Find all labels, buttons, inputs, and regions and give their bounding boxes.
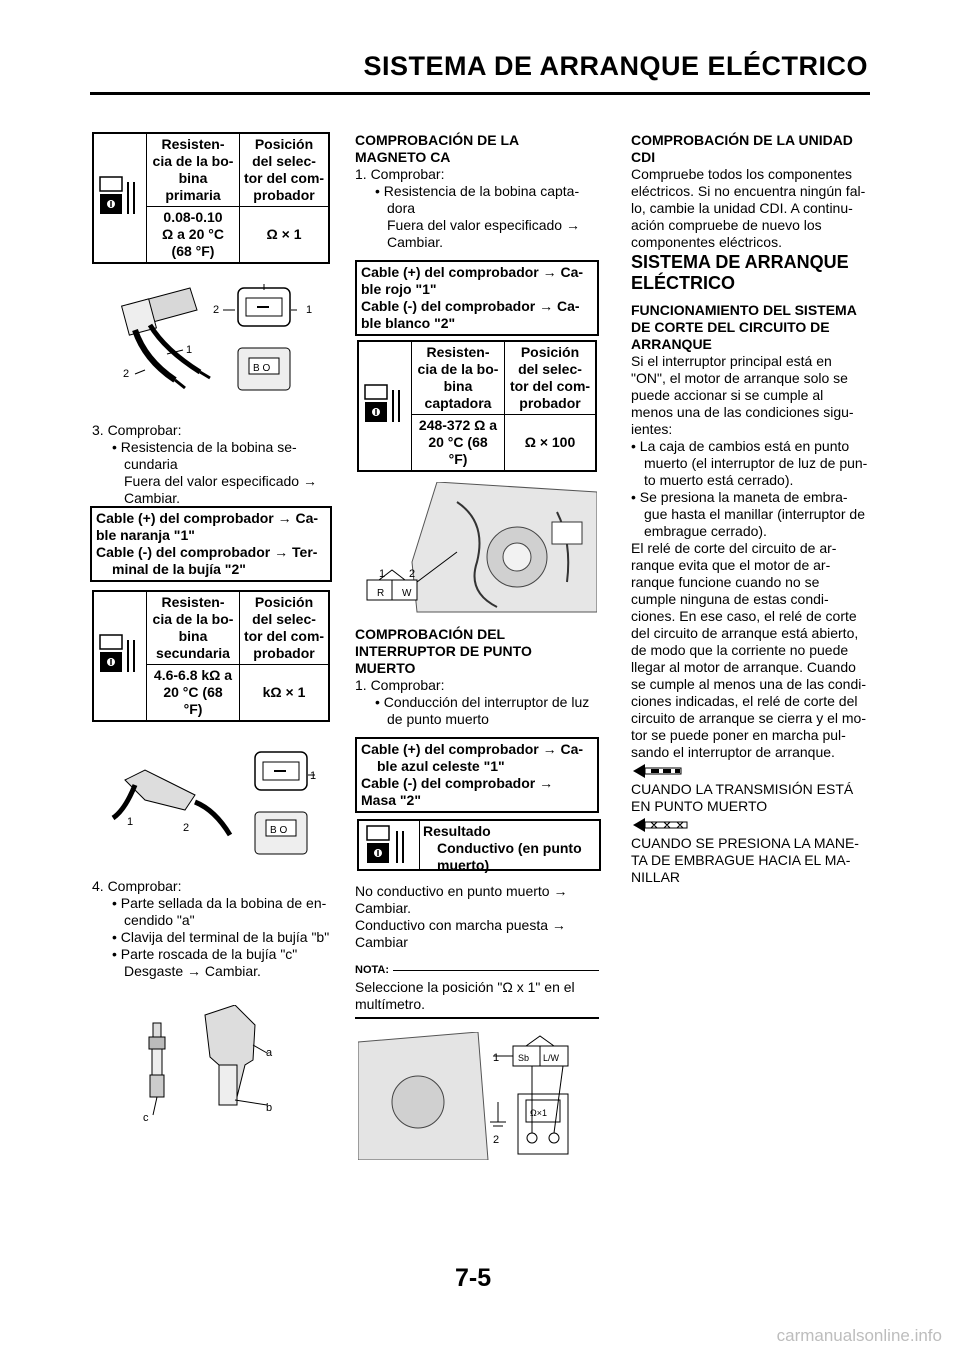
legend-text: TA DE EMBRAGUE HACIA EL MA- — [631, 852, 851, 868]
callout-b: b — [266, 1102, 273, 1114]
text-line: Compruebe todos los componentes — [631, 166, 853, 182]
section-heading: ARRANQUE — [631, 336, 712, 352]
section-heading: MAGNETO CA — [355, 149, 451, 165]
note-end-rule — [355, 1017, 599, 1019]
table-header-resistance: Resisten- cia de la bo- bina secundaria — [147, 591, 240, 665]
step-bullet-cont: de punto muerto — [387, 711, 489, 727]
multimeter-icon — [93, 133, 147, 263]
box-line: Cable (-) del comprobador → Ca- — [361, 298, 580, 314]
tester-box-skyblue — [355, 737, 599, 813]
note-rule — [393, 970, 599, 971]
bullet-cont: to muerto está cerrado). — [644, 472, 794, 488]
callout-1: 1 — [310, 770, 317, 782]
step-1-title: 1. Comprobar: — [355, 166, 445, 182]
tester-box-red-white — [355, 260, 599, 336]
step-3-title: 3. Comprobar: — [92, 422, 182, 438]
result-label: Resultado — [423, 823, 491, 839]
text-line: El relé de corte del circuito de ar- — [631, 540, 837, 556]
box-line: Cable (+) del comprobador → Ca- — [361, 264, 584, 280]
callout-2: 2 — [213, 304, 220, 316]
text-line: puede accionar si se cumple al — [631, 387, 824, 403]
spec-table-primary — [92, 132, 330, 264]
bullet-cont: embrague cerrado). — [644, 523, 767, 539]
result-box — [357, 819, 601, 871]
section-heading: DE CORTE DEL CIRCUITO DE — [631, 319, 830, 335]
legend-line-dash-icon — [631, 761, 879, 781]
callout-1: 1 — [493, 1052, 500, 1064]
box-line: Cable (-) del comprobador → — [361, 775, 554, 791]
step-4-bullet: • Clavija del terminal de la bujía "b" — [112, 929, 330, 945]
wire-label-w: W — [402, 588, 412, 599]
box-line: ble azul celeste "1" — [377, 758, 505, 774]
result-value: Conductivo (en punto — [437, 840, 582, 856]
text-line: ientes: — [631, 421, 673, 437]
text-line: cumple ninguna de estas condi- — [631, 591, 829, 607]
text-line: lo, cambie la unidad CDI. A continu- — [631, 200, 853, 216]
legend-line-x-icon — [631, 815, 879, 835]
chapter-heading: ELÉCTRICO — [631, 273, 736, 293]
section-heading: COMPROBACIÓN DE LA — [355, 132, 520, 148]
box-line: Cable (+) del comprobador → Ca- — [361, 741, 584, 757]
table-header-selector: Posición del selec- tor del com- probador — [240, 591, 330, 665]
step-4-bullet: • Parte sellada da la bobina de en- — [112, 895, 327, 911]
text-line: componentes eléctricos. — [631, 234, 782, 250]
callout-a: a — [266, 1047, 273, 1059]
chapter-heading: SISTEMA DE ARRANQUE — [631, 252, 849, 272]
step-bullet: • Conducción del interruptor de luz — [375, 694, 590, 710]
multimeter-icon — [359, 821, 420, 869]
step-3-fail: Fuera del valor especificado → — [124, 473, 317, 489]
section-heading: CDI — [631, 149, 656, 165]
result-value-cont: muerto) — [437, 857, 490, 873]
box-line: ble naranja "1" — [96, 527, 195, 543]
text-line: sando el interruptor de arranque. — [631, 744, 835, 760]
wire-label-lw: L/W — [543, 1053, 560, 1063]
callout-2: 2 — [493, 1134, 500, 1146]
box-line: Cable (-) del comprobador → Ter- — [96, 544, 318, 560]
spec-table-pickup-wrap — [357, 340, 597, 472]
step-3 — [92, 422, 332, 507]
bullet: • La caja de cambios está en punto — [631, 438, 850, 454]
section-heading: COMPROBACIÓN DE LA UNIDAD — [631, 132, 853, 148]
text-line: Si el interruptor principal está en — [631, 353, 832, 369]
text-line: ranque funcione cuando no se — [631, 574, 820, 590]
step-4-title: 4. Comprobar: — [92, 878, 182, 894]
text-line: eléctricos. Si no encuentra ningún fal- — [631, 183, 866, 199]
box-line: Cable (+) del comprobador → Ca- — [96, 510, 319, 526]
step-4-fail: Desgaste → Cambiar. — [124, 963, 261, 979]
step-4-bullet-cont: cendido "a" — [124, 912, 195, 928]
text-line: ciones. En ese caso, el relé de corte — [631, 608, 857, 624]
step-1-fail2: Cambiar. — [387, 234, 444, 250]
text-line: llegar al motor de arranque. Cuando — [631, 659, 856, 675]
callout-2: 2 — [409, 568, 416, 580]
note-text: Seleccione la posición "Ω x 1" en el — [355, 979, 575, 995]
wire-label-r: R — [377, 588, 385, 599]
note-label: NOTA: — [355, 964, 390, 976]
wire-label-sb: Sb — [518, 1053, 530, 1063]
step-3-fail2: Cambiar. — [124, 490, 181, 506]
text-line: Conductivo con marcha puesta → — [355, 917, 566, 933]
title-rule — [90, 92, 870, 95]
bullet-cont: muerto (el interruptor de luz de pun- — [644, 455, 868, 471]
text-line: tor se puede poner en marcha pul- — [631, 727, 846, 743]
connector-label-bo: B O — [253, 363, 271, 374]
figure-magneto-engine — [357, 482, 597, 617]
neutral-result-text — [355, 883, 601, 951]
note — [355, 962, 599, 1019]
table-value-resistance: 248-372 Ω a 20 °C (68 °F) — [412, 415, 505, 472]
table-header-selector: Posición del selec- tor del com- probador — [240, 133, 330, 207]
figure-primary-coil — [105, 280, 325, 402]
callout-2: 2 — [183, 822, 190, 834]
text-line: se cumple al menos una de las condi- — [631, 676, 867, 692]
table-header-selector: Posición del selec- tor del com- probador — [505, 341, 597, 415]
text-line: No conductivo en punto muerto → — [355, 883, 568, 899]
table-value-selector: Ω × 1 — [240, 207, 330, 264]
watermark: carmanualsonline.info — [776, 1326, 942, 1345]
callout-1b: 1 — [127, 816, 134, 828]
connector-label-bo: B O — [270, 825, 288, 836]
figure-spark-plug — [135, 1005, 285, 1130]
callout-1: 1 — [306, 304, 313, 316]
spec-table-secondary-wrap — [92, 590, 330, 722]
step-1-cont: dora — [387, 200, 416, 216]
column-1 — [92, 132, 330, 264]
neutral-switch-section — [355, 626, 601, 728]
figure-secondary-coil — [105, 740, 325, 860]
step-3-cont: cundaria — [124, 456, 178, 472]
section-heading: MUERTO — [355, 660, 416, 676]
section-heading: FUNCIONAMIENTO DEL SISTEMA — [631, 302, 857, 318]
multimeter-icon — [358, 341, 412, 471]
meter-range-label: Ω×1 — [530, 1108, 547, 1118]
column-2 — [355, 132, 599, 251]
box-line: Masa "2" — [361, 792, 421, 808]
note-text: multímetro. — [355, 996, 426, 1012]
spec-table-secondary — [92, 590, 330, 722]
callout-2b: 2 — [123, 368, 130, 380]
text-line: ranque evita que el motor de ar- — [631, 557, 831, 573]
step-title: 1. Comprobar: — [355, 677, 445, 693]
text-line: menos una de las condiciones sigu- — [631, 404, 854, 420]
text-line: Cambiar — [355, 934, 408, 950]
callout-1: 1 — [379, 568, 386, 580]
section-heading: COMPROBACIÓN DEL — [355, 626, 506, 642]
text-line: de modo que la corriente no puede — [631, 642, 849, 658]
text-line: Cambiar. — [355, 900, 412, 916]
column-3 — [631, 132, 879, 886]
table-value-resistance: 4.6-6.8 kΩ a 20 °C (68 °F) — [147, 665, 240, 722]
step-4 — [92, 878, 336, 980]
step-4-bullet: • Parte roscada de la bujía "c" — [112, 946, 298, 962]
step-1-fail: Fuera del valor especificado → — [387, 217, 580, 233]
callout-c: c — [143, 1112, 149, 1124]
figure-neutral-switch — [358, 1032, 578, 1160]
legend-text: CUANDO LA TRANSMISIÓN ESTÁ — [631, 781, 854, 797]
box-line: ble blanco "2" — [361, 315, 456, 331]
text-line: del circuito de arranque está abierto, — [631, 625, 859, 641]
multimeter-icon — [93, 591, 147, 721]
bullet: • Se presiona la maneta de embra- — [631, 489, 848, 505]
text-line: ciones indicadas, el relé de corte del — [631, 693, 858, 709]
step-1-bullet: • Resistencia de la bobina capta- — [375, 183, 580, 199]
legend-text: EN PUNTO MUERTO — [631, 798, 768, 814]
callout-1b: 1 — [186, 344, 193, 356]
tester-box-orange — [90, 506, 332, 582]
table-header-resistance: Resisten- cia de la bo- bina primaria — [147, 133, 240, 207]
box-line: ble rojo "1" — [361, 281, 437, 297]
box-line: minal de la bujía "2" — [112, 561, 246, 577]
table-value-resistance: 0.08-0.10 Ω a 20 °C (68 °F) — [147, 207, 240, 264]
page-title: SISTEMA DE ARRANQUE ELÉCTRICO — [363, 51, 868, 81]
text-line: circuito de arranque se cierra y el mo- — [631, 710, 866, 726]
table-value-selector: kΩ × 1 — [240, 665, 330, 722]
text-line: "ON", el motor de arranque solo se — [631, 370, 848, 386]
legend-text: CUANDO SE PRESIONA LA MANE- — [631, 835, 859, 851]
spec-table-pickup — [357, 340, 597, 472]
section-heading: INTERRUPTOR DE PUNTO — [355, 643, 532, 659]
legend-text: NILLAR — [631, 869, 681, 885]
table-value-selector: Ω × 100 — [505, 415, 597, 472]
step-3-bullet: • Resistencia de la bobina se- — [112, 439, 297, 455]
page-number: 7-5 — [455, 1264, 492, 1292]
table-header-resistance: Resisten- cia de la bo- bina captadora — [412, 341, 505, 415]
text-line: ación compruebe de nuevo los — [631, 217, 822, 233]
bullet-cont: gue hasta el manillar (interruptor de — [644, 506, 866, 522]
